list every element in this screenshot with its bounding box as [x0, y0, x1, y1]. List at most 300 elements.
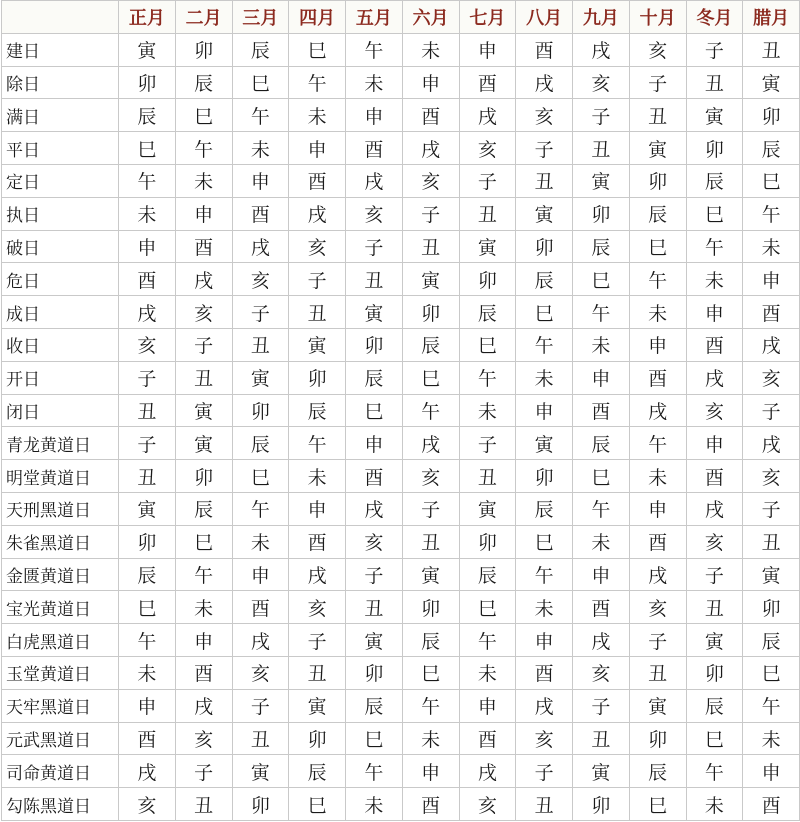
table-row — [2, 460, 800, 493]
branch-cell: 戌 — [573, 624, 630, 657]
row-label: 天牢黑道日 — [2, 689, 119, 722]
branch-cell: 未 — [346, 66, 403, 99]
branch-cell: 未 — [175, 591, 232, 624]
month-header: 五月 — [346, 1, 403, 34]
branch-cell: 午 — [289, 427, 346, 460]
branch-cell: 寅 — [516, 427, 573, 460]
row-label: 平日 — [2, 132, 119, 165]
branch-cell: 丑 — [402, 525, 459, 558]
branch-cell: 辰 — [346, 689, 403, 722]
branch-cell: 子 — [175, 755, 232, 788]
branch-cell: 子 — [573, 689, 630, 722]
branch-cell: 寅 — [289, 689, 346, 722]
row-label: 青龙黄道日 — [2, 427, 119, 460]
table-row — [2, 132, 800, 165]
branch-cell: 丑 — [743, 33, 800, 66]
branch-cell: 戌 — [686, 492, 743, 525]
branch-cell: 午 — [119, 624, 176, 657]
branch-cell: 卯 — [686, 132, 743, 165]
branch-cell: 巳 — [346, 722, 403, 755]
branch-cell: 未 — [459, 394, 516, 427]
table-row — [2, 689, 800, 722]
branch-cell: 寅 — [175, 394, 232, 427]
branch-cell: 辰 — [119, 99, 176, 132]
branch-cell: 寅 — [289, 328, 346, 361]
branch-cell: 未 — [629, 460, 686, 493]
branch-cell: 丑 — [175, 361, 232, 394]
branch-cell: 戌 — [402, 132, 459, 165]
branch-cell: 丑 — [629, 656, 686, 689]
branch-cell: 子 — [629, 624, 686, 657]
branch-cell: 戌 — [459, 755, 516, 788]
branch-cell: 丑 — [459, 460, 516, 493]
branch-cell: 丑 — [289, 656, 346, 689]
branch-cell: 戌 — [629, 394, 686, 427]
branch-cell: 辰 — [119, 558, 176, 591]
branch-cell: 子 — [289, 624, 346, 657]
branch-cell: 寅 — [175, 427, 232, 460]
branch-cell: 亥 — [232, 656, 289, 689]
branch-cell: 寅 — [573, 164, 630, 197]
branch-cell: 辰 — [175, 66, 232, 99]
table-row — [2, 33, 800, 66]
branch-cell: 酉 — [402, 99, 459, 132]
branch-cell: 子 — [289, 263, 346, 296]
branch-cell: 午 — [346, 755, 403, 788]
table-row — [2, 591, 800, 624]
branch-cell: 辰 — [743, 132, 800, 165]
branch-cell: 辰 — [459, 558, 516, 591]
branch-cell: 巳 — [402, 361, 459, 394]
branch-cell: 子 — [573, 99, 630, 132]
branch-cell: 辰 — [346, 361, 403, 394]
branch-cell: 申 — [686, 296, 743, 329]
branch-cell: 卯 — [459, 525, 516, 558]
branch-cell: 未 — [459, 656, 516, 689]
branch-cell: 子 — [629, 66, 686, 99]
branch-cell: 戌 — [346, 164, 403, 197]
branch-cell: 戌 — [459, 99, 516, 132]
branch-cell: 寅 — [459, 492, 516, 525]
branch-cell: 亥 — [402, 460, 459, 493]
branch-cell: 子 — [232, 689, 289, 722]
branch-cell: 戌 — [119, 755, 176, 788]
branch-cell: 申 — [289, 492, 346, 525]
branch-cell: 申 — [629, 492, 686, 525]
branch-cell: 卯 — [573, 788, 630, 821]
branch-cell: 卯 — [516, 460, 573, 493]
branch-cell: 戌 — [119, 296, 176, 329]
branch-cell: 申 — [402, 66, 459, 99]
branch-cell: 未 — [119, 656, 176, 689]
branch-cell: 辰 — [573, 427, 630, 460]
branch-cell: 寅 — [573, 755, 630, 788]
branch-cell: 子 — [119, 427, 176, 460]
month-header: 冬月 — [686, 1, 743, 34]
table-row — [2, 624, 800, 657]
branch-cell: 戌 — [516, 689, 573, 722]
branch-cell: 申 — [119, 689, 176, 722]
branch-cell: 子 — [346, 230, 403, 263]
table-row — [2, 755, 800, 788]
branch-cell: 未 — [743, 722, 800, 755]
branch-cell: 戌 — [743, 328, 800, 361]
table-row — [2, 296, 800, 329]
branch-cell: 寅 — [686, 99, 743, 132]
table-row — [2, 99, 800, 132]
branch-cell: 卯 — [573, 197, 630, 230]
row-label: 白虎黑道日 — [2, 624, 119, 657]
branch-cell: 午 — [459, 624, 516, 657]
table-row — [2, 263, 800, 296]
branch-cell: 未 — [232, 132, 289, 165]
branch-cell: 卯 — [175, 33, 232, 66]
branch-cell: 寅 — [686, 624, 743, 657]
branch-cell: 酉 — [573, 591, 630, 624]
branch-cell: 戌 — [346, 492, 403, 525]
branch-cell: 寅 — [629, 132, 686, 165]
branch-cell: 戌 — [232, 624, 289, 657]
branch-cell: 辰 — [629, 197, 686, 230]
branch-cell: 午 — [119, 164, 176, 197]
branch-cell: 卯 — [232, 394, 289, 427]
branch-cell: 巳 — [743, 656, 800, 689]
branch-cell: 未 — [119, 197, 176, 230]
branch-cell: 卯 — [516, 230, 573, 263]
branch-cell: 丑 — [119, 460, 176, 493]
row-label: 开日 — [2, 361, 119, 394]
branch-cell: 未 — [573, 328, 630, 361]
branch-cell: 卯 — [289, 722, 346, 755]
branch-cell: 酉 — [175, 656, 232, 689]
branch-cell: 申 — [516, 394, 573, 427]
branch-cell: 丑 — [743, 525, 800, 558]
table-row — [2, 656, 800, 689]
branch-cell: 午 — [573, 492, 630, 525]
branch-cell: 酉 — [119, 722, 176, 755]
branch-cell: 午 — [686, 755, 743, 788]
table-row — [2, 394, 800, 427]
row-label: 天刑黑道日 — [2, 492, 119, 525]
branch-cell: 亥 — [289, 591, 346, 624]
month-header: 四月 — [289, 1, 346, 34]
branch-cell: 辰 — [402, 328, 459, 361]
branch-cell: 申 — [289, 132, 346, 165]
branch-cell: 寅 — [516, 197, 573, 230]
branch-cell: 戌 — [232, 230, 289, 263]
branch-cell: 丑 — [573, 722, 630, 755]
row-label: 宝光黄道日 — [2, 591, 119, 624]
branch-cell: 巳 — [686, 197, 743, 230]
row-label: 元武黑道日 — [2, 722, 119, 755]
branch-cell: 子 — [459, 427, 516, 460]
row-label: 危日 — [2, 263, 119, 296]
branch-cell: 巳 — [232, 460, 289, 493]
branch-cell: 子 — [402, 492, 459, 525]
branch-cell: 午 — [573, 296, 630, 329]
branch-cell: 亥 — [686, 525, 743, 558]
branch-cell: 酉 — [516, 33, 573, 66]
branch-cell: 酉 — [629, 361, 686, 394]
branch-cell: 酉 — [402, 788, 459, 821]
branch-cell: 子 — [743, 492, 800, 525]
branch-cell: 卯 — [743, 591, 800, 624]
row-label: 定日 — [2, 164, 119, 197]
branch-cell: 亥 — [743, 361, 800, 394]
branch-cell: 戌 — [516, 66, 573, 99]
branch-cell: 辰 — [686, 164, 743, 197]
table-row — [2, 328, 800, 361]
branch-cell: 戌 — [743, 427, 800, 460]
branch-cell: 申 — [686, 427, 743, 460]
branch-cell: 申 — [573, 558, 630, 591]
branch-cell: 申 — [573, 361, 630, 394]
branch-cell: 寅 — [743, 66, 800, 99]
branch-cell: 午 — [232, 99, 289, 132]
row-label: 闭日 — [2, 394, 119, 427]
branch-cell: 辰 — [516, 263, 573, 296]
month-header: 九月 — [573, 1, 630, 34]
branch-cell: 子 — [402, 197, 459, 230]
branch-cell: 丑 — [346, 263, 403, 296]
branch-cell: 辰 — [232, 33, 289, 66]
branch-cell: 午 — [402, 394, 459, 427]
branch-cell: 未 — [743, 230, 800, 263]
branch-cell: 酉 — [346, 460, 403, 493]
branch-cell: 酉 — [232, 197, 289, 230]
branch-cell: 辰 — [289, 755, 346, 788]
branch-cell: 亥 — [459, 132, 516, 165]
branch-cell: 午 — [743, 197, 800, 230]
branch-cell: 申 — [119, 230, 176, 263]
branch-cell: 卯 — [119, 66, 176, 99]
month-header: 正月 — [119, 1, 176, 34]
branch-cell: 未 — [346, 788, 403, 821]
branch-cell: 申 — [459, 689, 516, 722]
branch-cell: 寅 — [402, 558, 459, 591]
branch-cell: 丑 — [232, 722, 289, 755]
branch-cell: 丑 — [686, 591, 743, 624]
branch-cell: 卯 — [119, 525, 176, 558]
corner-cell — [2, 1, 119, 34]
branch-cell: 午 — [175, 132, 232, 165]
month-header: 七月 — [459, 1, 516, 34]
branch-cell: 子 — [175, 328, 232, 361]
row-label: 除日 — [2, 66, 119, 99]
branch-cell: 酉 — [686, 328, 743, 361]
branch-cell: 酉 — [573, 394, 630, 427]
branch-cell: 申 — [402, 755, 459, 788]
branch-cell: 未 — [175, 164, 232, 197]
branch-cell: 戌 — [175, 689, 232, 722]
branch-cell: 寅 — [119, 492, 176, 525]
branch-cell: 卯 — [346, 656, 403, 689]
branch-cell: 巳 — [629, 230, 686, 263]
row-label: 勾陈黑道日 — [2, 788, 119, 821]
branch-cell: 亥 — [175, 722, 232, 755]
branch-cell: 子 — [516, 755, 573, 788]
row-label: 建日 — [2, 33, 119, 66]
branch-cell: 子 — [119, 361, 176, 394]
row-label: 金匮黄道日 — [2, 558, 119, 591]
branch-cell: 丑 — [289, 296, 346, 329]
branch-cell: 巳 — [346, 394, 403, 427]
branch-cell: 亥 — [346, 525, 403, 558]
branch-cell: 亥 — [402, 164, 459, 197]
branch-cell: 申 — [232, 558, 289, 591]
branch-cell: 午 — [686, 230, 743, 263]
branch-cell: 寅 — [119, 33, 176, 66]
branch-cell: 午 — [743, 689, 800, 722]
branch-cell: 酉 — [289, 164, 346, 197]
branch-cell: 辰 — [289, 394, 346, 427]
branch-cell: 亥 — [119, 788, 176, 821]
branch-cell: 亥 — [686, 394, 743, 427]
branch-cell: 亥 — [573, 66, 630, 99]
branch-cell: 子 — [686, 33, 743, 66]
branch-cell: 亥 — [629, 33, 686, 66]
branch-cell: 丑 — [516, 164, 573, 197]
branch-cell: 卯 — [289, 361, 346, 394]
branch-cell: 亥 — [346, 197, 403, 230]
branch-cell: 丑 — [402, 230, 459, 263]
branch-cell: 巳 — [232, 66, 289, 99]
branch-cell: 未 — [402, 722, 459, 755]
branch-cell: 酉 — [516, 656, 573, 689]
month-header: 十月 — [629, 1, 686, 34]
row-label: 成日 — [2, 296, 119, 329]
branch-cell: 酉 — [743, 788, 800, 821]
branch-cell: 亥 — [119, 328, 176, 361]
month-header-row — [2, 1, 800, 34]
branch-cell: 午 — [289, 66, 346, 99]
branch-cell: 未 — [289, 460, 346, 493]
row-label: 明堂黄道日 — [2, 460, 119, 493]
branch-cell: 寅 — [743, 558, 800, 591]
branch-cell: 申 — [743, 263, 800, 296]
branch-cell: 丑 — [232, 328, 289, 361]
branch-cell: 丑 — [516, 788, 573, 821]
branch-cell: 巳 — [459, 328, 516, 361]
branch-cell: 辰 — [743, 624, 800, 657]
branch-cell: 丑 — [573, 132, 630, 165]
branch-cell: 酉 — [459, 722, 516, 755]
branch-cell: 亥 — [459, 788, 516, 821]
branch-cell: 丑 — [175, 788, 232, 821]
branch-cell: 辰 — [232, 427, 289, 460]
branch-cell: 丑 — [346, 591, 403, 624]
branch-cell: 戌 — [686, 361, 743, 394]
branch-cell: 子 — [743, 394, 800, 427]
branch-cell: 午 — [516, 558, 573, 591]
branch-cell: 酉 — [175, 230, 232, 263]
branch-cell: 寅 — [232, 361, 289, 394]
branch-cell: 巳 — [629, 788, 686, 821]
branch-cell: 辰 — [402, 624, 459, 657]
branch-cell: 亥 — [573, 656, 630, 689]
branch-cell: 巳 — [289, 33, 346, 66]
branch-cell: 子 — [346, 558, 403, 591]
branch-cell: 未 — [686, 788, 743, 821]
table-row — [2, 558, 800, 591]
branch-cell: 未 — [516, 361, 573, 394]
branch-cell: 未 — [402, 33, 459, 66]
branch-cell: 酉 — [289, 525, 346, 558]
branch-cell: 巳 — [402, 656, 459, 689]
branch-cell: 子 — [686, 558, 743, 591]
branch-cell: 子 — [232, 296, 289, 329]
table-row — [2, 197, 800, 230]
branch-cell: 午 — [629, 427, 686, 460]
branch-cell: 未 — [629, 296, 686, 329]
branch-cell: 酉 — [119, 263, 176, 296]
branch-cell: 酉 — [459, 66, 516, 99]
branch-cell: 未 — [573, 525, 630, 558]
branch-cell: 卯 — [743, 99, 800, 132]
branch-cell: 寅 — [346, 624, 403, 657]
branch-cell: 申 — [629, 328, 686, 361]
branch-cell: 寅 — [402, 263, 459, 296]
branch-cell: 戌 — [402, 427, 459, 460]
branch-cell: 巳 — [289, 788, 346, 821]
branch-cell: 辰 — [459, 296, 516, 329]
table-row — [2, 427, 800, 460]
branch-cell: 子 — [516, 132, 573, 165]
branch-cell: 亥 — [516, 99, 573, 132]
branch-cell: 戌 — [175, 263, 232, 296]
table-row — [2, 66, 800, 99]
branch-cell: 戌 — [573, 33, 630, 66]
branch-cell: 巳 — [516, 525, 573, 558]
branch-cell: 丑 — [459, 197, 516, 230]
branch-cell: 未 — [289, 99, 346, 132]
table-row — [2, 230, 800, 263]
month-header: 六月 — [402, 1, 459, 34]
branch-cell: 亥 — [743, 460, 800, 493]
branch-cell: 卯 — [175, 460, 232, 493]
branch-cell: 午 — [516, 328, 573, 361]
branch-cell: 未 — [516, 591, 573, 624]
branch-cell: 巳 — [459, 591, 516, 624]
branch-cell: 未 — [232, 525, 289, 558]
branch-cell: 寅 — [346, 296, 403, 329]
branch-cell: 巳 — [175, 525, 232, 558]
row-label: 收日 — [2, 328, 119, 361]
branch-cell: 辰 — [629, 755, 686, 788]
branch-cell: 未 — [686, 263, 743, 296]
branch-cell: 午 — [459, 361, 516, 394]
row-label: 破日 — [2, 230, 119, 263]
branch-cell: 寅 — [232, 755, 289, 788]
almanac-table — [1, 0, 800, 821]
branch-cell: 卯 — [402, 591, 459, 624]
table-row — [2, 164, 800, 197]
branch-cell: 酉 — [629, 525, 686, 558]
branch-cell: 午 — [232, 492, 289, 525]
branch-cell: 子 — [459, 164, 516, 197]
month-header: 八月 — [516, 1, 573, 34]
branch-cell: 亥 — [516, 722, 573, 755]
branch-cell: 卯 — [686, 656, 743, 689]
branch-cell: 申 — [459, 33, 516, 66]
branch-cell: 丑 — [686, 66, 743, 99]
branch-cell: 寅 — [459, 230, 516, 263]
row-label: 朱雀黑道日 — [2, 525, 119, 558]
branch-cell: 辰 — [573, 230, 630, 263]
table-row — [2, 722, 800, 755]
branch-cell: 亥 — [232, 263, 289, 296]
branch-cell: 巳 — [573, 460, 630, 493]
